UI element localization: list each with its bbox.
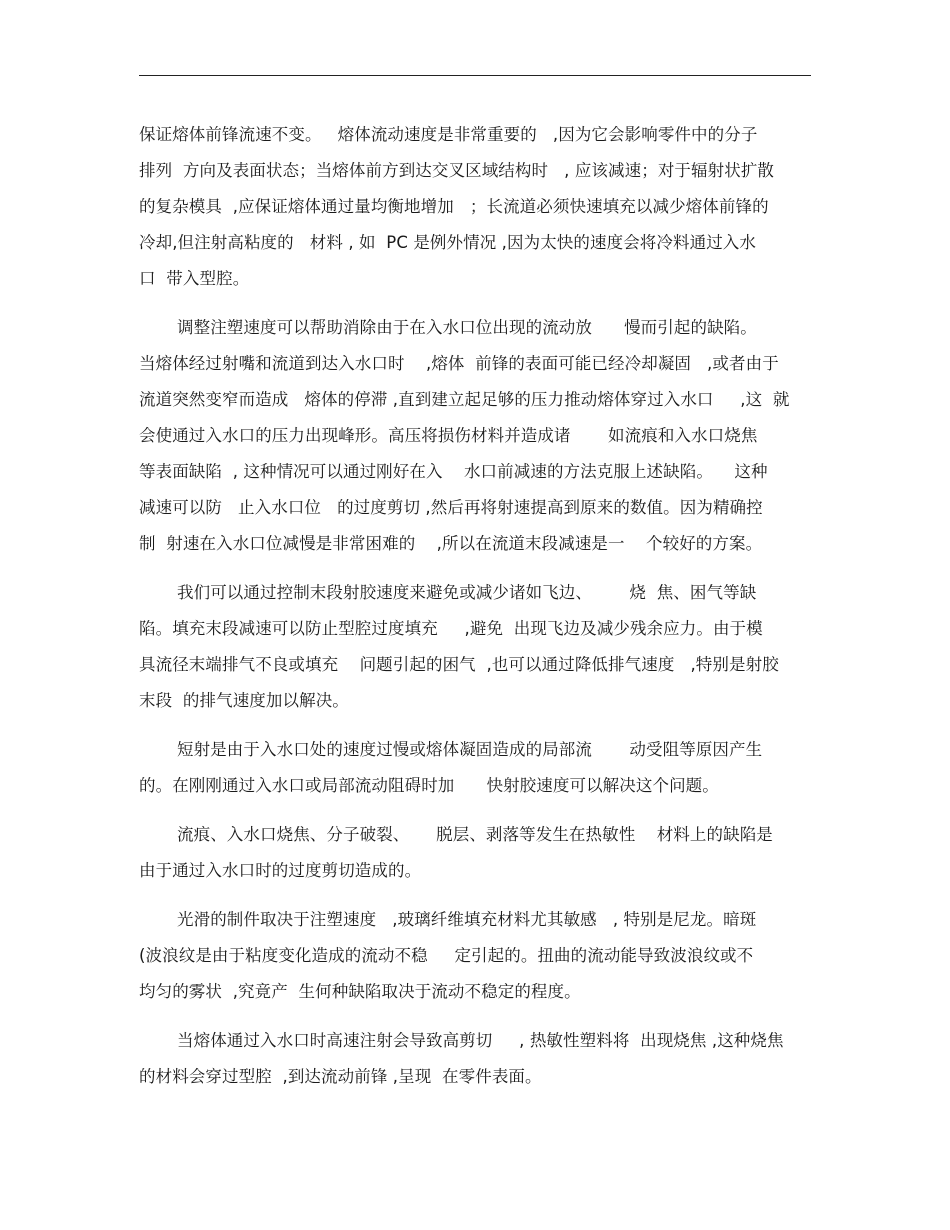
text-line: 口 带入型腔。 (139, 269, 250, 288)
text-line: 的材料会穿过型腔 ,到达流动前锋 ,呈现 在零件表面。 (139, 1067, 542, 1086)
header-rule (139, 75, 811, 76)
text-line: 排列 方向及表面状态；当熔体前方到达交叉区域结构时 , 应该减速；对于辐射状扩散 (139, 161, 775, 180)
text-line: 会使通过入水口的压力出现峰形。高压将损伤材料并造成诸 如流痕和入水口烧焦 (139, 426, 758, 445)
paragraph-3 (139, 575, 819, 719)
text-line: 保证熔体前锋流速不变。 熔体流动速度是非常重要的 ,因为它会影响零件中的分子 (139, 125, 758, 144)
text-line: 冷却,但注射高粘度的 材料 , 如 PC 是例外情况 ,因为太快的速度会将冷料通过入水 (139, 233, 757, 252)
text-line: 短射是由于入水口处的速度过慢或熔体凝固造成的局部流 动受阻等原因产生 (177, 740, 763, 759)
text-line: 当熔体经过射嘴和流道到达入水口时 ,熔体 前锋的表面可能已经冷却凝固 ,或者由于 (139, 354, 779, 373)
text-line: 当熔体通过入水口时高速注射会导致高剪切 , 热敏性塑料将 出现烧焦 ,这种烧焦 (177, 1031, 784, 1050)
text-line: 末段 的排气速度加以解决。 (139, 691, 349, 710)
text-line: 的。在刚刚通过入水口或局部流动阻碍时加 快射胶速度可以解决这个问题。 (139, 776, 719, 795)
text-line: (波浪纹是由于粘度变化造成的流动不稳 定引起的。扭曲的流动能导致波浪纹或不 (139, 946, 754, 965)
text-line: 的复杂模具 ,应保证熔体通过量均衡地增加 ；长流道必须快速填充以减少熔体前锋的 (139, 197, 769, 216)
paragraph-6 (139, 902, 819, 1010)
text-line: 光滑的制件取决于注塑速度 ,玻璃纤维填充材料尤其敏感 , 特别是尼龙。暗斑 (177, 910, 757, 929)
paragraph-1 (139, 117, 819, 297)
paragraph-5 (139, 817, 819, 889)
text-line: 我们可以通过控制末段射胶速度来避免或减少诸如飞边、 烧 焦、困气等缺 (177, 583, 757, 602)
text-line: 调整注塑速度可以帮助消除由于在入水口位出现的流动放 慢而引起的缺陷。 (177, 318, 757, 337)
text-line: 制 射速在入水口位减慢是非常困难的 ,所以在流道末段减速是一 个较好的方案。 (139, 534, 763, 553)
text-line: 均匀的雾状 ,究竟产 生何种缺陷取决于流动不稳定的程度。 (139, 982, 581, 1001)
text-line: 流痕、入水口烧焦、分子破裂、 脱层、剥落等发生在热敏性 材料上的缺陷是 (177, 825, 773, 844)
text-line: 具流径末端排气不良或填充 问题引起的困气 ,也可以通过降低排气速度 ,特别是射胶 (139, 655, 779, 674)
paragraph-4 (139, 732, 819, 804)
text-line: 等表面缺陷 , 这种情况可以通过刚好在入 水口前减速的方法克服上述缺陷。 这种 (139, 462, 768, 481)
text-line: 流道突然变窄而造成 熔体的停滞 ,直到建立起足够的压力推动熔体穿过入水口 ,这 就 (139, 390, 790, 409)
document-body (139, 117, 819, 1108)
text-line: 减速可以防 止入水口位 的过度剪切 ,然后再将射速提高到原来的数值。因为精确控 (139, 498, 763, 517)
text-line: 由于通过入水口时的过度剪切造成的。 (139, 861, 422, 880)
text-line: 陷。填充末段减速可以防止型腔过度填充 ,避免 出现飞边及减少残余应力。由于模 (139, 619, 763, 638)
paragraph-2 (139, 310, 819, 562)
paragraph-7 (139, 1023, 819, 1095)
